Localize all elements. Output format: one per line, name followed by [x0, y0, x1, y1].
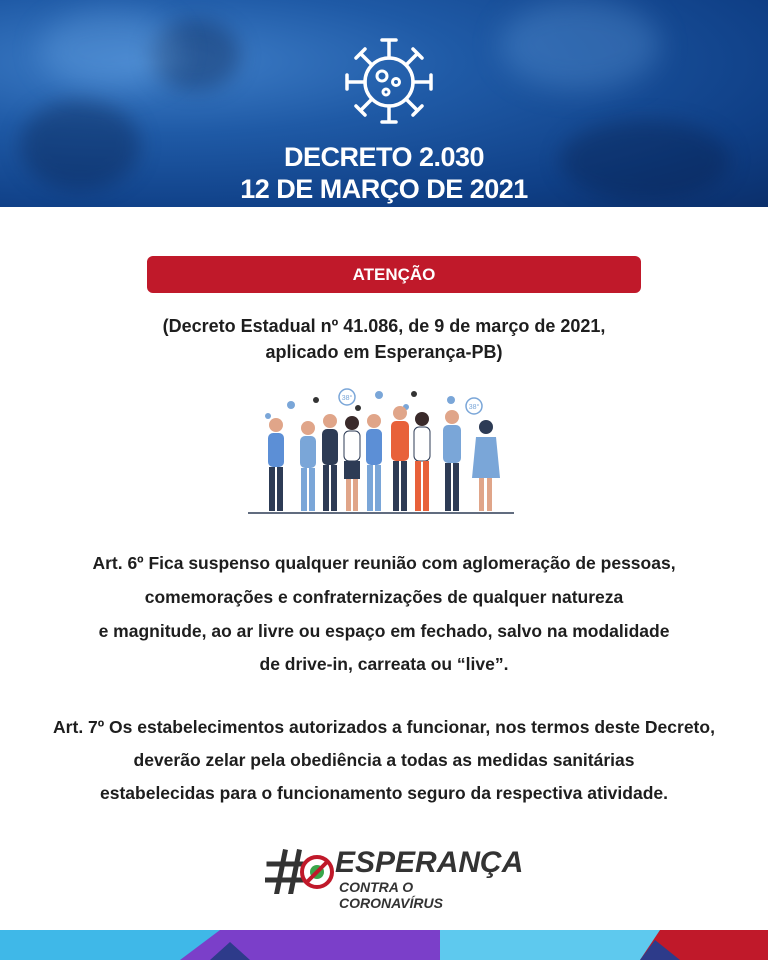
article-6-line-4: de drive-in, carreata ou “live”.: [259, 654, 509, 674]
subtitle-line-2: aplicado em Esperança-PB): [265, 342, 503, 362]
temperature-badge: 38°: [341, 395, 353, 402]
decree-number: DECRETO 2.030: [283, 142, 485, 172]
article-6-line-2: comemorações e confraternizações de qualquer natureza: [144, 587, 624, 607]
header-banner: [0, 0, 768, 207]
campaign-logo: [265, 846, 524, 911]
article-7-line-2: deverão zelar pela obediência a todas as medidas sanitárias: [133, 750, 635, 770]
article-6-line-1: Art. 6º Fica suspenso qualquer reunião com aglomeração de pessoas,: [92, 553, 676, 573]
article-7-line-1: Art. 7º Os estabelecimentos autorizados a funcionar, nos termos deste Decreto,: [53, 717, 715, 737]
footer-stripe: [0, 930, 768, 960]
decree-date: 12 DE MARÇO DE 2021: [240, 174, 528, 204]
article-6-line-3: e magnitude, ao ar livre ou espaço em fechado, salvo na modalidade: [98, 621, 670, 641]
logo-tagline: CONTRA O CORONAVÍRUS: [339, 879, 443, 911]
article-7-line-3: estabelecidas para o funcionamento seguro da respectiva atividade.: [100, 783, 668, 803]
logo-wordmark: ESPERANÇA: [335, 846, 524, 879]
hashtag-virus-icon: [265, 848, 337, 894]
attention-banner: ATENÇÃO: [147, 256, 641, 293]
subtitle-line-1: (Decreto Estadual nº 41.086, de 9 de março de 2021,: [162, 316, 606, 336]
virus-icon: [334, 30, 444, 130]
temperature-badge: 38°: [468, 404, 480, 411]
crowd-illustration: [248, 383, 514, 518]
